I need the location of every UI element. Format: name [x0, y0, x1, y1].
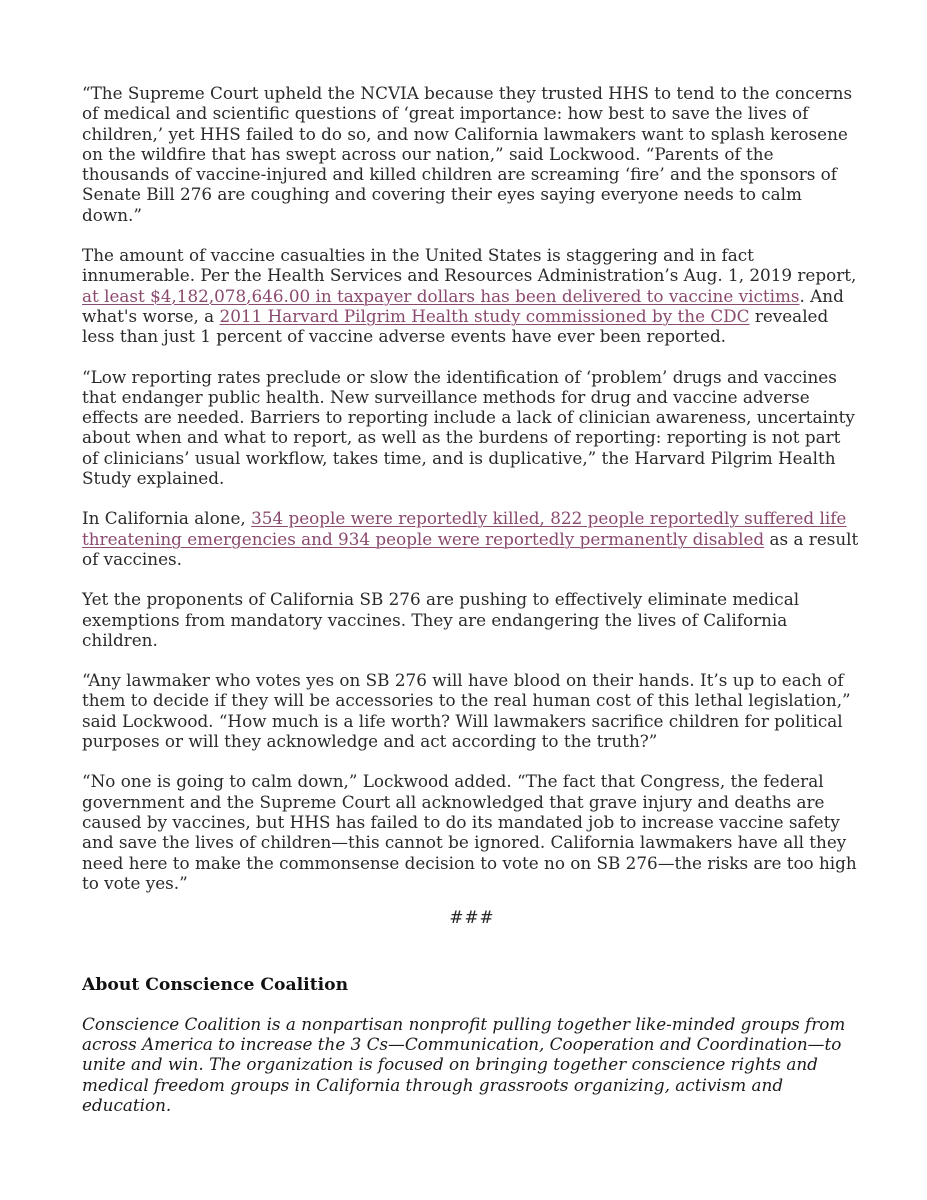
paragraph-sb276-proponents: Yet the proponents of California SB 276 are pushing to effectively eliminate medical exemptions from mandatory vaccines. They are endangering the lives of California children.: [82, 589, 800, 650]
paragraph-california-stats: [82, 508, 862, 569]
paragraph-harvard-quote: “Low reporting rates preclude or slow the identification of ‘problem’ drugs and vaccines that endanger public health. New surveillance methods for drug and vaccine adverse effects are needed. Barriers to reporting include a lack of clinician awareness, uncertainty about when and what to report, as well as the burdens of reporting: reporting is not part of clinicians’ usual workflow, takes time, and is duplicative,” the Harvard Pilgrim Health Study explained.: [82, 366, 855, 489]
paragraph-supreme-court-quote: “The Supreme Court upheld the NCVIA because they trusted HHS to tend to the concerns of medical and scientific questions of ‘great importance: how best to save the lives of children,’ yet HHS failed to do so, and now California lawmakers want to splash kerosene on the wildfire that has swept across our nation,” said Lockwood. “Parents of the thousands of vaccine-injured and killed children are screaming ‘fire’ and the sponsors of Senate Bill 276 are coughing and covering their eyes saying everyone needs to calm down.”: [82, 83, 853, 225]
casualties-lead-text: The amount of vaccine casualties in the United States is staggering and in fact innumerable. Per the Health Services and Resources Administration’s Aug. 1, 2019 report,: [82, 245, 857, 286]
harvard-study-link[interactable]: 2011 Harvard Pilgrim Health study commissioned by the CDC: [219, 305, 750, 326]
section-divider: ###: [449, 907, 495, 928]
california-casualties-link[interactable]: 354 people were reportedly killed, 822 people reportedly suffered life threatening emergencies and 934 people were reportedly permanently disabled: [82, 508, 847, 549]
casualties-middle-text: . And what's worse, a: [82, 285, 844, 326]
about-body: Conscience Coalition is a nonpartisan nonprofit pulling together like-minded groups from across America to increase the 3 Cs—Communication, Cooperation and Coordination—to unite and win. The organization is focused on bringing together conscience rights and medical freedom groups in California through grassroots organizing, activism and education.: [82, 1013, 846, 1115]
about-heading: About Conscience Coalition: [82, 975, 349, 996]
paragraph-vaccine-casualties: [82, 245, 862, 346]
paragraph-lawmaker-quote: “Any lawmaker who votes yes on SB 276 will have blood on their hands. It’s up to each of them to decide if they will be accessories to the real human cost of this lethal legislation,” said Lockwood. “How much is a life worth? Will lawmakers sacrifice children for political purposes or will they acknowledge and act according to the truth?”: [82, 670, 851, 752]
paragraph-calm-down-quote: “No one is going to calm down,” Lockwood added. “The fact that Congress, the federal government and the Supreme Court all acknowledged that grave injury and deaths are caused by vaccines, but HHS has failed to do its mandated job to increase vaccine safety and save the lives of children—this cannot be ignored. California lawmakers have all they need here to make the commonsense decision to vote no on SB 276—the risks are too high to vote yes.”: [82, 771, 857, 893]
taxpayer-dollars-link[interactable]: at least $4,182,078,646.00 in taxpayer dollars has been delivered to vaccine victims: [82, 285, 800, 306]
casualties-tail-text: revealed less than just 1 percent of vaccine adverse events have ever been reported.: [82, 305, 829, 347]
press-release-page: [82, 83, 862, 1135]
california-tail-text: as a result of vaccines.: [82, 528, 859, 569]
california-lead-text: In California alone,: [82, 508, 252, 529]
